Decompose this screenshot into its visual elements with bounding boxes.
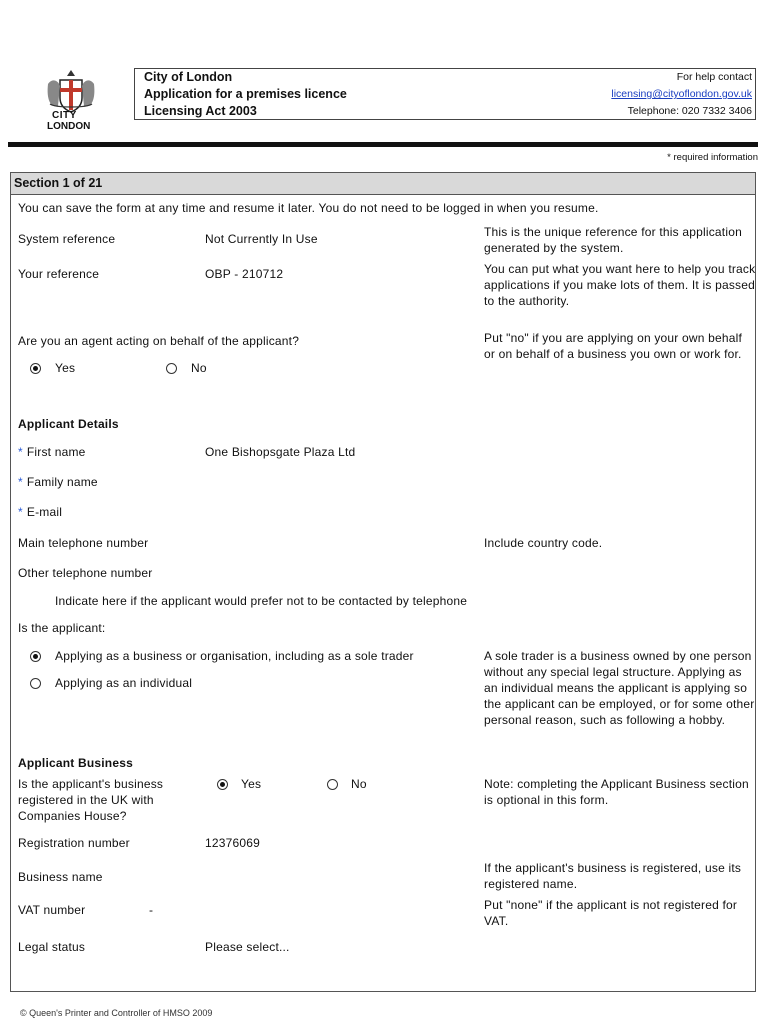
required-star: * xyxy=(18,445,23,459)
form-title: Application for a premises licence xyxy=(144,87,347,101)
first-name-label-text: First name xyxy=(26,445,86,459)
section-label: Section 1 of 21 xyxy=(14,176,103,190)
agent-question: Are you an agent acting on behalf of the applicant? xyxy=(18,334,300,348)
family-name-input[interactable] xyxy=(205,472,465,490)
org-name: City of London xyxy=(144,70,233,84)
required-note: * required information xyxy=(667,152,758,163)
legal-status-select[interactable]: Please select... xyxy=(205,940,290,954)
business-name-hint: If the applicant's business is registered, use its registered name. xyxy=(484,861,742,891)
first-name-input[interactable]: One Bishopsgate Plaza Ltd xyxy=(205,445,356,459)
help-phone: Telephone: 020 7332 3406 xyxy=(627,105,752,117)
registered-yes-radio[interactable] xyxy=(217,779,228,790)
system-ref-value: Not Currently In Use xyxy=(205,232,318,246)
business-name-input[interactable] xyxy=(205,867,465,885)
main-phone-label: Main telephone number xyxy=(18,536,149,550)
vat-hint: Put "none" if the applicant is not registered for VAT. xyxy=(484,898,738,928)
registered-no-label: No xyxy=(351,777,367,791)
help-email-link[interactable]: licensing@cityoflondon.gov.uk xyxy=(611,88,752,100)
applicant-individual-radio[interactable] xyxy=(30,678,41,689)
section-header-bar xyxy=(11,173,755,195)
applicant-business-label: Applying as a business or organisation, including as a sole trader xyxy=(55,649,414,663)
agent-no-radio[interactable] xyxy=(166,363,177,374)
logo-text-london: LONDON xyxy=(47,121,91,132)
main-phone-input[interactable] xyxy=(205,533,465,551)
registered-no-radio[interactable] xyxy=(327,779,338,790)
reg-number-label: Registration number xyxy=(18,836,130,850)
family-name-label xyxy=(18,475,98,489)
legal-status-label: Legal status xyxy=(18,940,86,954)
act-name: Licensing Act 2003 xyxy=(144,104,257,118)
copyright-footer: © Queen's Printer and Controller of HMSO 2009 xyxy=(20,1008,213,1018)
family-name-label-text: Family name xyxy=(26,475,98,489)
reg-number-input[interactable]: 12376069 xyxy=(205,836,260,850)
your-ref-hint: You can put what you want here to help you track applications if you make lots of them. It is passed to the authority. xyxy=(484,262,756,308)
agent-yes-radio[interactable] xyxy=(30,363,41,374)
header-divider xyxy=(8,142,758,147)
other-phone-label: Other telephone number xyxy=(18,566,153,580)
logo-text-city: CITY xyxy=(52,110,77,121)
applicant-business-heading: Applicant Business xyxy=(18,756,133,770)
email-input[interactable] xyxy=(205,502,465,520)
agent-no-label: No xyxy=(191,361,207,375)
agent-hint: Put "no" if you are applying on your own behalf or on behalf of a business you own or work for. xyxy=(484,331,743,361)
vat-label: VAT number xyxy=(18,903,86,917)
registered-question: Is the applicant's business registered in the UK with Companies House? xyxy=(18,777,164,823)
first-name-label xyxy=(18,445,86,459)
system-ref-hint: This is the unique reference for this application generated by the system. xyxy=(484,225,742,255)
applicant-individual-label: Applying as an individual xyxy=(55,676,193,690)
business-name-label: Business name xyxy=(18,870,103,884)
registered-yes-label: Yes xyxy=(241,777,262,791)
applicant-details-heading: Applicant Details xyxy=(18,417,119,431)
registered-hint: Note: completing the Applicant Business section is optional in this form. xyxy=(484,777,749,807)
your-ref-label: Your reference xyxy=(18,267,100,281)
is-applicant-label: Is the applicant: xyxy=(18,621,106,635)
no-phone-contact-checkbox[interactable]: Indicate here if the applicant would prefer not to be contacted by telephone xyxy=(55,594,468,608)
main-phone-hint: Include country code. xyxy=(484,536,603,550)
applicant-type-hint: A sole trader is a business owned by one person without any special legal structure. Applying as an individual means the applicant is applying so the applicant can be employed, or for some other personal reason, such as following a hobby. xyxy=(484,649,755,727)
vat-input[interactable]: - xyxy=(149,903,154,917)
required-star: * xyxy=(18,475,23,489)
applicant-business-radio[interactable] xyxy=(30,651,41,662)
email-label xyxy=(18,505,62,519)
required-star: * xyxy=(18,505,23,519)
email-label-text: E-mail xyxy=(26,505,63,519)
your-ref-input[interactable]: OBP - 210712 xyxy=(205,267,284,281)
system-ref-label: System reference xyxy=(18,232,116,246)
agent-yes-label: Yes xyxy=(55,361,76,375)
section-intro: You can save the form at any time and resume it later. You do not need to be logged in when you resume. xyxy=(18,201,599,215)
other-phone-input[interactable] xyxy=(205,563,465,581)
help-label: For help contact xyxy=(676,71,752,83)
